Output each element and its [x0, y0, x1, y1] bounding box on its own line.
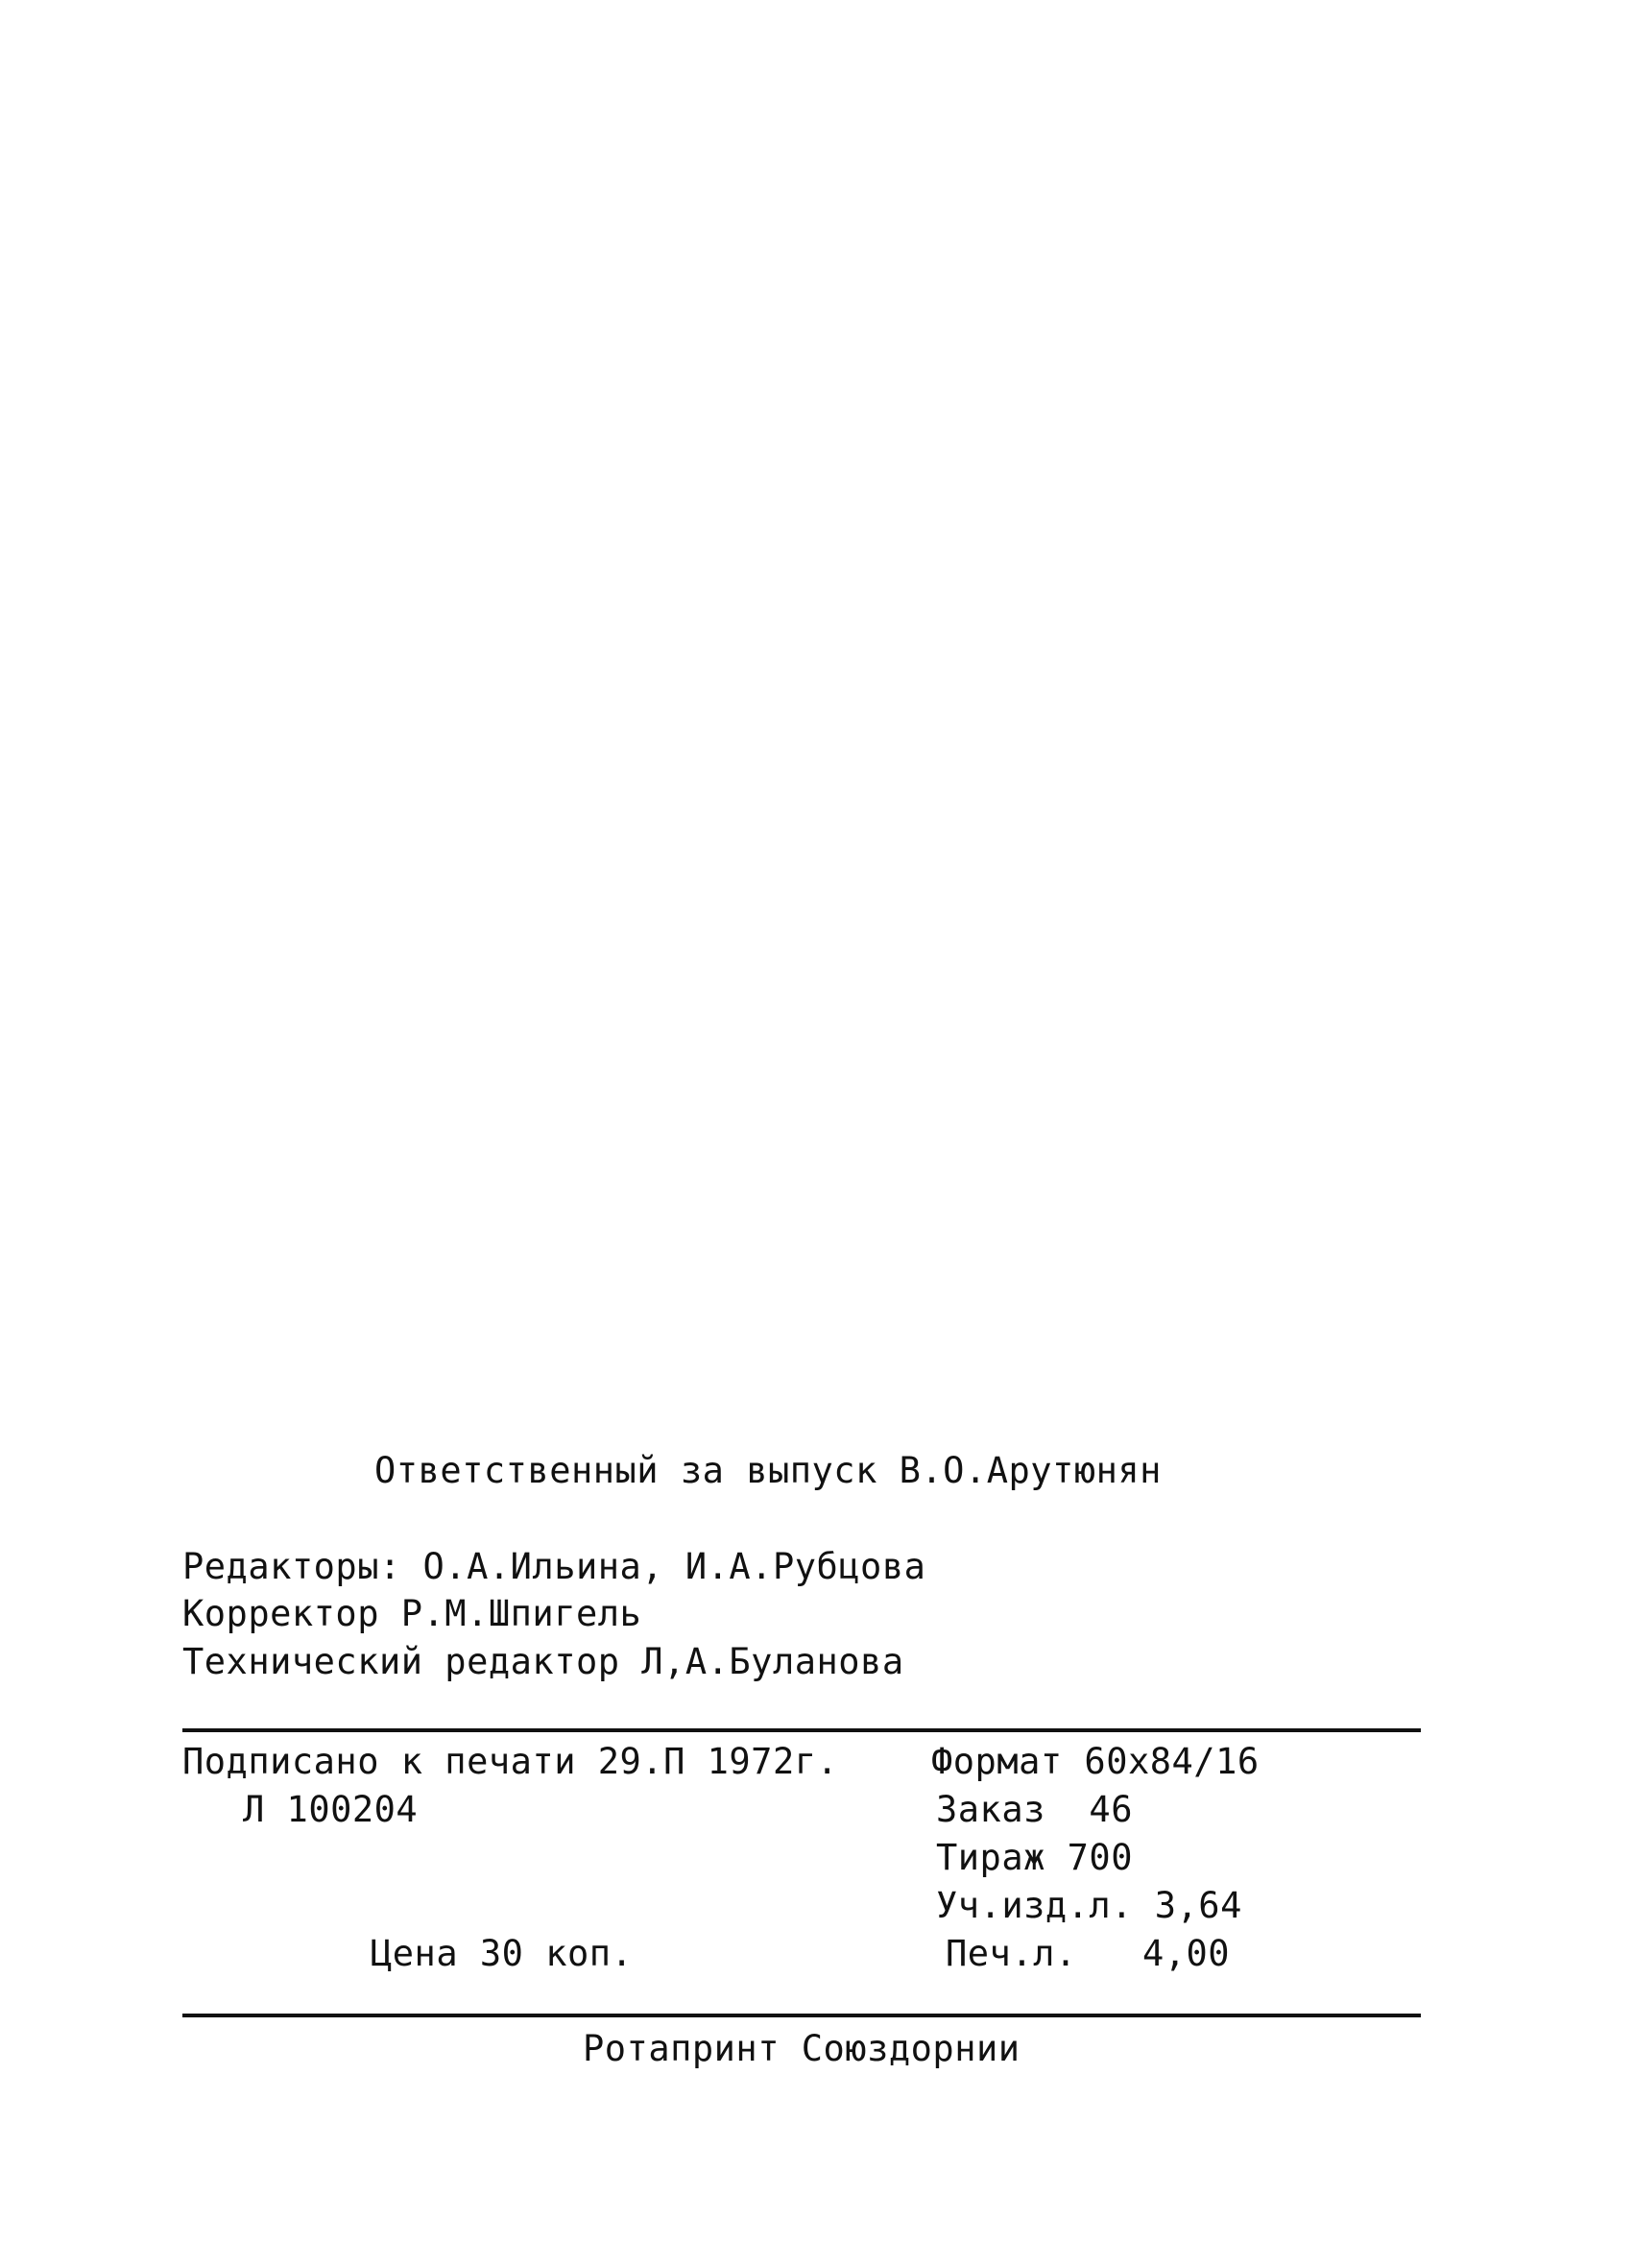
top-rule — [182, 1728, 1421, 1732]
editors-line: Редакторы: О.А.Ильина, И.А.Рубцова — [182, 1546, 926, 1587]
tech-editor-line: Технический редактор Л,А.Буланова — [182, 1641, 904, 1682]
responsible-line: Ответственный за выпуск В.О.Арутюнян — [374, 1450, 1162, 1491]
circulation-line: Тираж 700 — [936, 1837, 1133, 1878]
uch-izd-line: Уч.изд.л. 3,64 — [936, 1885, 1242, 1926]
price-line: Цена 30 коп. — [371, 1933, 634, 1974]
format-line: Формат 60х84/16 — [931, 1741, 1260, 1782]
bottom-rule — [182, 2014, 1421, 2017]
signed-line: Подписано к печати 29.П 1972г. — [182, 1741, 839, 1782]
corrector-line: Корректор Р.М.Шпигель — [182, 1593, 642, 1634]
order-line: Заказ 46 — [936, 1789, 1133, 1830]
pech-line: Печ.л. 4,00 — [946, 1933, 1231, 1974]
license-line: Л 100204 — [243, 1789, 419, 1830]
printer-line: Ротапринт Союздорнии — [583, 2028, 1021, 2069]
